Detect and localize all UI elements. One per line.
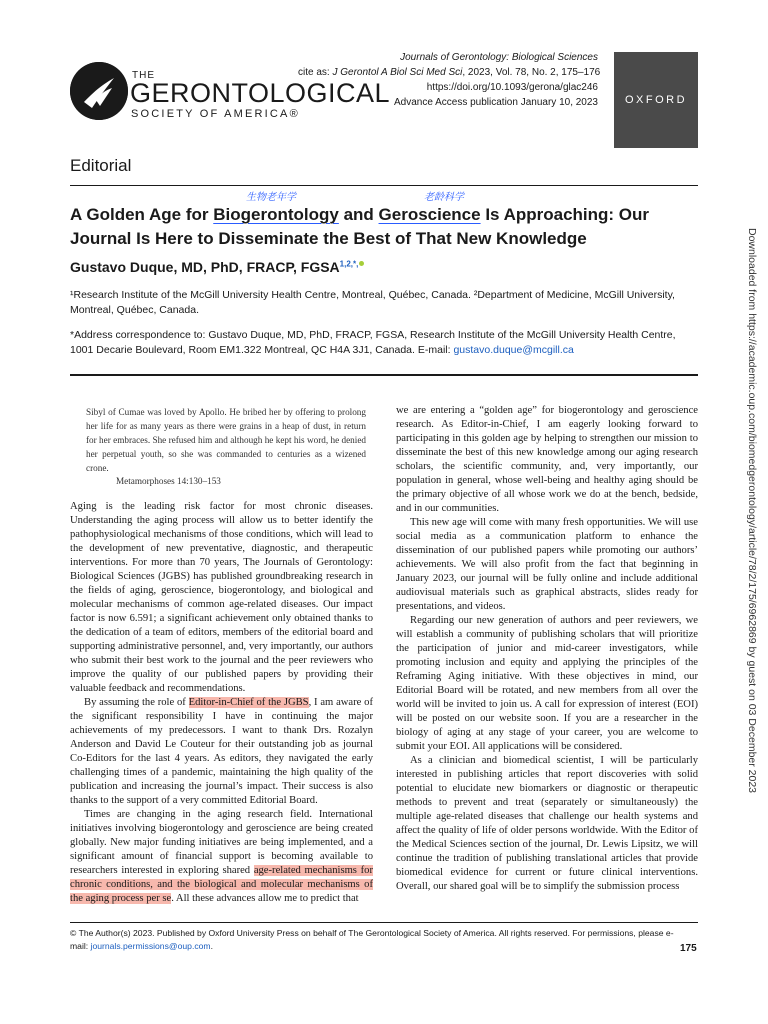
highlighted-text: age-related mechanisms for chronic conditions, and the biological and molecular mechanisms of the aging process per se — [70, 865, 373, 904]
handwritten-annotation: 老龄科学 — [424, 192, 464, 203]
paragraph: By assuming the role of Editor-in-Chief of the JGBS, I am aware of the significant responsibility I have in continuing the major achievements of my predecessors. I want to thank Drs. Rozalyn Anderson and David Le Couteur for their outstanding job as journal Co-Editors for the last 4 years. As editors, they navigated the early challenging times of a pandemic, maintaining the high quality of the publication and increasing the journal’s impact. Their success is also thanks to the support of a very committed Editorial Board. — [70, 697, 373, 806]
logo-the: THE — [132, 70, 155, 81]
paragraph: we are entering a “golden age” for biogerontology and geroscience research. As Editor-in-Chief, I am eagerly looking forward to participating in this golden age by helping to strengthen our mission to disseminate the best of this new knowledge among our aging research scholars, the scientific community, and, very importantly, our population in general, whose well-being and healthy aging should be the primary objective of all whose work we do at the bench, bedside, and in our communities. — [396, 405, 698, 514]
epigraph-source: Metamorphoses 14:130–153 — [116, 476, 221, 486]
advance-access: Advance Access publication January 10, 2023 — [393, 97, 598, 108]
paragraph: As a clinician and biomedical scientist, I will be particularly interested in publishing articles that report discoveries with solid potential to elucidate new biomarkers or diagnostic or therapeutic methods to prevent and treat (separately or simultaneously) the multiple age-related diseases that challenge our health systems and affect the quality of life of older persons worldwide. With the Editor of the Medical Sciences section of the journal, Dr. Lewis Lipsitz, we will continue the tradition of publishing translational articles that provide biomedical evidence for current or future clinical interventions. Overall, our shared goal will be to simplify the submission process — [396, 755, 698, 892]
author-line — [70, 259, 364, 275]
author-name: Gustavo Duque, MD, PhD, FRACP, FGSA — [70, 259, 340, 275]
title-term-geroscience: Geroscience — [378, 205, 481, 224]
logo-subtitle: SOCIETY OF AMERICA® — [131, 108, 300, 120]
divider — [70, 374, 698, 376]
paragraph: Regarding our new generation of authors and peer reviewers, we will establish a community of publishing scholars that will prioritize the participation of junior and mid-career investigators, while promoting inclusion and equity and applying the principles of the Reframing Aging initiative. With these objectives in mind, our Editorial Board will be rotated, and new members from all over the world will be invited to join us. A call for expression of interest (EOI) will be posted on our website soon. If you are a researcher in the biology of aging at any stage of your career, you are welcome to submit your EOI. All applications will be considered. — [396, 615, 698, 752]
divider — [70, 922, 698, 923]
download-watermark: Downloaded from https://academic.oup.com/biomedgerontology/article/78/2/175/6962869 by guest on 03 December 2023 — [746, 228, 758, 794]
permissions-email-link[interactable]: journals.permissions@oup.com — [90, 941, 211, 951]
author-email-link[interactable]: gustavo.duque@mcgill.ca — [453, 344, 574, 356]
section-label: Editorial — [70, 156, 132, 175]
paragraph: Aging is the leading risk factor for most chronic diseases. Understanding the aging process will allow us to better identify the pathophysiological mechanisms of those conditions, which will lead to the development of new preventative, diagnostic, and therapeutic interventions. For more than 70 years, The Journals of Gerontology: Biological Sciences (JGBS) has published groundbreaking research in the fields of aging, geroscience, biogerontology, and biological and molecular mechanisms of common age-related diseases. Our impact factor is now 6.591; a significant achievement only obtained thanks to the dedication of a team of editors, members of the editorial board and supporting administrative personnel, and, very importantly, our authors who submit their best work to the journal and the peer reviewers who improve the quality of our published papers by providing their valuable feedback and recommendations. — [70, 501, 373, 694]
page-number: 175 — [680, 943, 697, 954]
divider — [70, 185, 698, 186]
cite-as: cite as: J Gerontol A Biol Sci Med Sci, 2023, Vol. 78, No. 2, 175–176 — [298, 67, 601, 78]
paragraph: Times are changing in the aging research field. International initiatives involving biogerontology and geroscience are being created globally. New major funding initiatives are being implemented, and a significant amount of financial support is becoming available to researchers interested in exploring shared age-related mechanisms for chronic conditions, and the biological and molecular mechanisms of the aging process per se. All these advances allow me to predict that — [70, 809, 373, 904]
author-affiliation-marks[interactable]: 1,2,*, — [339, 259, 359, 269]
logo-wordmark: GERONTOLOGICAL — [130, 78, 391, 108]
epigraph: Sibyl of Cumae was loved by Apollo. He bribed her by offering to prolong her life for as many years as there were grains in a heap of dust, in return for her embraces. She refused him and although he kept his word, he denied her perpetual youth, so she was commanded to centuries as a wizened crone. — [86, 407, 366, 473]
gsa-logo-icon — [70, 62, 128, 120]
affiliations: ¹Research Institute of the McGill University Health Centre, Montreal, Québec, Canada. ²Department of Medicine, McGill University, Montreal, Québec, Canada. — [70, 289, 675, 316]
article-title: A Golden Age for Biogerontology and Geroscience Is Approaching: Our Journal Is Here to Disseminate the Best of That New Knowledge — [70, 205, 650, 248]
oxford-badge: OXFORD — [614, 52, 698, 148]
correspondence: *Address correspondence to: Gustavo Duque, MD, PhD, FRACP, FGSA, Research Institute of the McGill University Health Centre, 1001 Decarie Boulevard, Room EM1.322 Montreal, QC H4A 3J1, Canada. E-mail: gustavo.duque@mcgill.ca — [70, 329, 676, 356]
citation-block — [298, 50, 601, 110]
handwritten-annotation: 生物老年学 — [246, 192, 296, 203]
body-column-right — [396, 404, 698, 894]
body-column-left — [70, 500, 373, 906]
doi-link[interactable]: https://doi.org/10.1093/gerona/glac246 — [426, 82, 598, 93]
title-term-biogerontology: Biogerontology — [213, 205, 339, 224]
paragraph: This new age will come with many fresh opportunities. We will use social media as a communication platform to enhance the dissemination of our published papers while promoting our authors’ achievements. We will also profit from the fact that beginning in January 2023, our journal will be fully online and include additional audiovisual materials such as graphical abstracts, slides ready for presentations, and videos. — [396, 517, 698, 612]
orcid-icon[interactable] — [359, 261, 364, 266]
copyright-footer: © The Author(s) 2023. Published by Oxford University Press on behalf of The Gerontological Society of America. All rights reserved. For permissions, please e-mail: journals.permissions@oup.com. — [70, 928, 674, 951]
highlighted-text: Editor-in-Chief of the JGBS — [188, 697, 309, 708]
journal-name: Journals of Gerontology: Biological Sciences — [400, 52, 598, 63]
